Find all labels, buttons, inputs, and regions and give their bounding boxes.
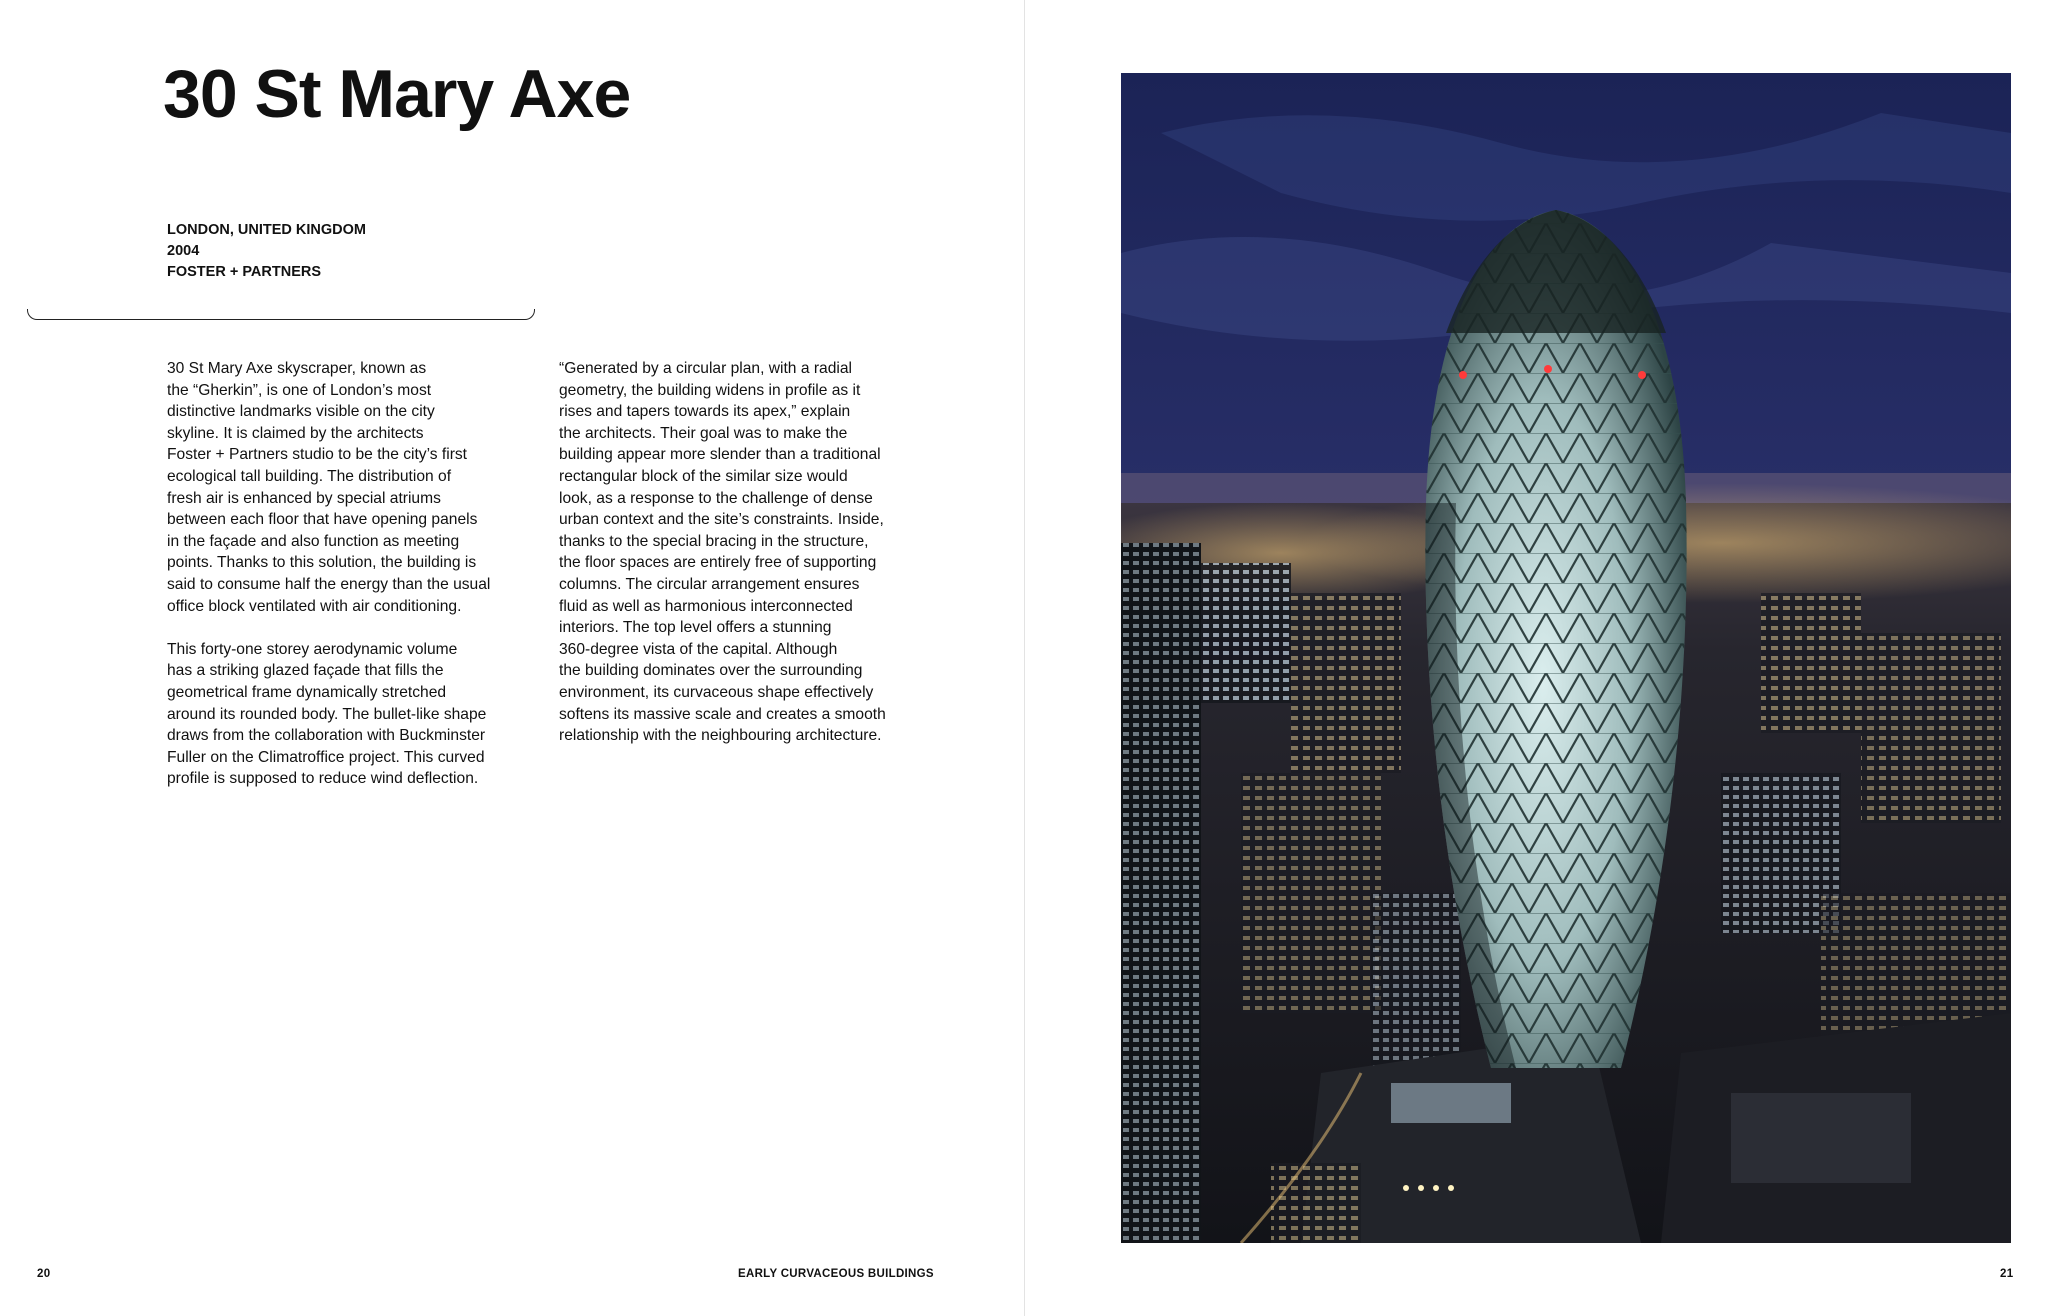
- rooftop-glazing: [1391, 1083, 1511, 1123]
- aviation-light: [1459, 371, 1467, 379]
- text-line: distinctive landmarks visible on the city: [167, 403, 435, 421]
- paragraph: [167, 358, 512, 617]
- text-line: the “Gherkin”, is one of London’s most: [167, 381, 432, 399]
- text-line: building appear more slender than a traditional: [559, 446, 881, 464]
- text-line: columns. The circular arrangement ensures: [559, 575, 860, 593]
- text-line: fresh air is enhanced by special atriums: [167, 489, 441, 507]
- aviation-light: [1638, 371, 1646, 379]
- meta-architect: FOSTER + PARTNERS: [167, 264, 322, 280]
- building-photo: [1121, 73, 2011, 1243]
- building: [1861, 633, 2001, 823]
- text-line: geometrical frame dynamically stretched: [167, 683, 447, 701]
- meta-location: LONDON, UNITED KINGDOM: [167, 222, 366, 238]
- text-line: fluid as well as harmonious interconnected: [559, 597, 853, 615]
- building: [1761, 593, 1861, 733]
- gherkin-night-photo: [1121, 73, 2011, 1243]
- text-line: relationship with the neighbouring architecture.: [559, 727, 882, 745]
- building: [1241, 773, 1381, 1013]
- meta-year: 2004: [167, 243, 200, 259]
- text-line: profile is supposed to reduce wind deflection.: [167, 770, 479, 788]
- text-line: urban context and the site’s constraints. Inside,: [559, 511, 884, 529]
- text-line: rectangular block of the similar size would: [559, 467, 848, 485]
- page-number-left: 20: [37, 1268, 51, 1280]
- street-light: [1418, 1185, 1424, 1191]
- tower-shade: [1121, 543, 1201, 1243]
- text-line: “Generated by a circular plan, with a radial: [559, 360, 852, 377]
- text-line: environment, its curvaceous shape effectively: [559, 683, 874, 701]
- building: [1271, 1163, 1361, 1243]
- text-line: in the façade and also function as meeting: [167, 532, 460, 550]
- text-line: skyline. It is claimed by the architects: [167, 424, 424, 442]
- text-line: Foster + Partners studio to be the city’s first: [167, 446, 468, 464]
- text-line: between each floor that have opening panels: [167, 511, 478, 529]
- text-line: softens its massive scale and creates a smooth: [559, 705, 886, 723]
- street-light: [1448, 1185, 1454, 1191]
- text-line: Fuller on the Climatroffice project. This curved: [167, 748, 485, 766]
- text-line: office block ventilated with air conditioning.: [167, 597, 462, 615]
- rooftop-block: [1731, 1093, 1911, 1183]
- page-number-right: 21: [2000, 1268, 2014, 1280]
- text-line: around its rounded body. The bullet-like shape: [167, 705, 487, 723]
- text-line: the building dominates over the surrounding: [559, 662, 863, 680]
- street-light: [1433, 1185, 1439, 1191]
- running-footer: EARLY CURVACEOUS BUILDINGS: [738, 1268, 934, 1280]
- text-line: points. Thanks to this solution, the building is: [167, 554, 477, 572]
- text-line: 30 St Mary Axe skyscraper, known as: [167, 360, 427, 377]
- text-line: has a striking glazed façade that fills the: [167, 662, 444, 680]
- page-title: 30 St Mary Axe: [163, 56, 631, 132]
- text-line: rises and tapers towards its apex,” explain: [559, 403, 851, 421]
- text-line: 360-degree vista of the capital. Although: [559, 640, 838, 658]
- building: [1201, 563, 1291, 703]
- text-column-right: [559, 358, 904, 768]
- aviation-light: [1544, 365, 1552, 373]
- text-line: thanks to the special bracing in the structure,: [559, 532, 869, 550]
- text-line: the architects. Their goal was to make the: [559, 424, 848, 442]
- text-line: draws from the collaboration with Buckminster: [167, 727, 486, 745]
- text-column-left: [167, 358, 512, 811]
- street-light: [1403, 1185, 1409, 1191]
- text-line: look, as a response to the challenge of dense: [559, 489, 873, 507]
- paragraph: [559, 358, 904, 747]
- project-meta: [167, 220, 366, 283]
- text-line: geometry, the building widens in profile as it: [559, 381, 861, 399]
- text-line: ecological tall building. The distribution of: [167, 467, 452, 485]
- text-line: This forty-one storey aerodynamic volume: [167, 640, 458, 658]
- building: [1291, 593, 1401, 773]
- text-line: interiors. The top level offers a stunning: [559, 619, 832, 637]
- paragraph: [167, 639, 512, 790]
- section-divider: [27, 309, 535, 320]
- text-line: the floor spaces are entirely free of supporting: [559, 554, 877, 572]
- text-line: said to consume half the energy than the usual: [167, 575, 491, 593]
